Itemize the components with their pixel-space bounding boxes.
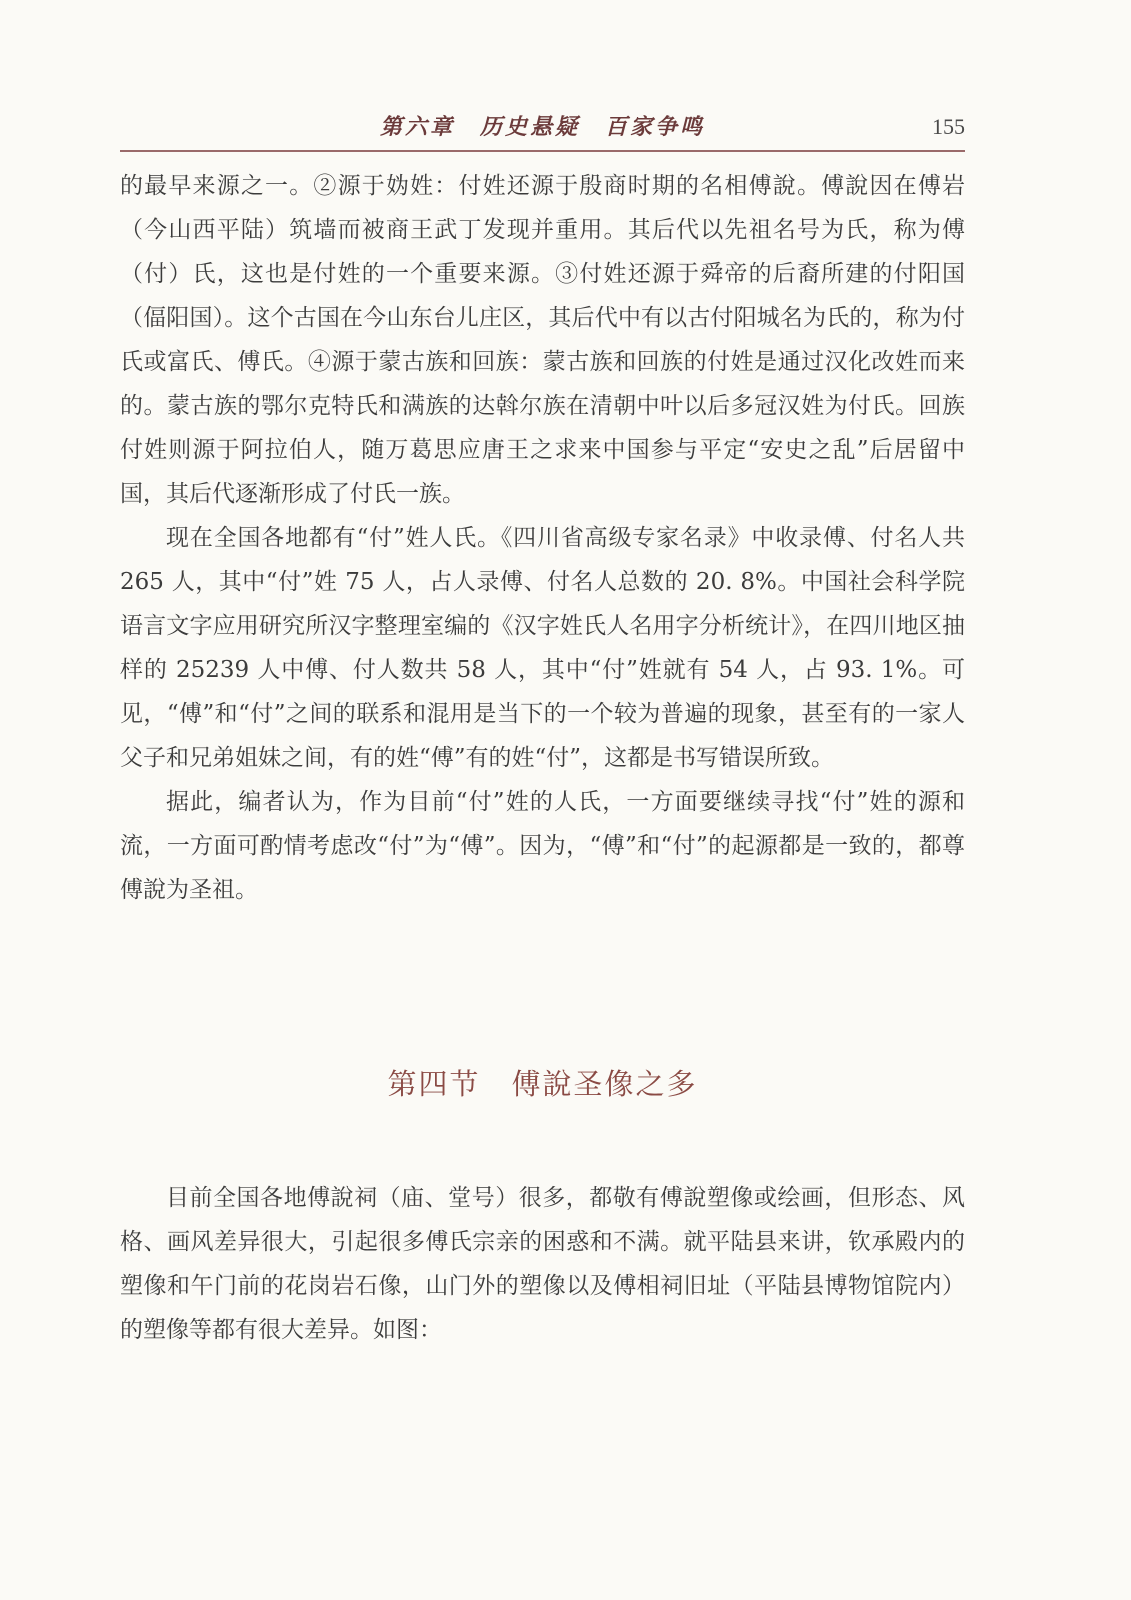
paragraph-1: 的最早来源之一。②源于妫姓：付姓还源于殷商时期的名相傅說。傅說因在傅岩（今山西平陆）筑墙而被商王武丁发现并重用。其后代以先祖名号为氏，称为傅（付）氏，这也是付姓的一个重要来源。③付姓还源于舜帝的后裔所建的付阳国（偪阳国）。这个古国在今山东台儿庄区，其后代中有以古付阳城名为氏的，称为付氏或富氏、傅氏。④源于蒙古族和回族：蒙古族和回族的付姓是通过汉化改姓而来的。蒙古族的鄂尔克特氏和满族的达斡尔族在清朝中叶以后多冠汉姓为付氏。回族付姓则源于阿拉伯人，随万葛思应唐王之求来中国参与平定“安史之乱”后居留中国，其后代逐渐形成了付氏一族。 <box>120 173 965 507</box>
section-paragraph: 目前全国各地傅說祠（庙、堂号）很多，都敬有傅說塑像或绘画，但形态、风格、画风差异很大，引起很多傅氏宗亲的困惑和不满。就平陆县来讲，钦承殿内的塑像和午门前的花岗岩石像，山门外的塑像以及傅相祠旧址（平陆县博物馆院内）的塑像等都有很大差异。如图： <box>120 1185 965 1343</box>
section-body <box>120 1176 965 1352</box>
running-header <box>120 104 965 144</box>
page-number: 155 <box>932 114 965 139</box>
chapter-title: 第六章 历史悬疑 百家争鸣 <box>379 115 705 140</box>
body-text <box>120 164 965 912</box>
header-rule <box>120 150 965 152</box>
section-heading: 第四节 傅說圣像之多 <box>387 1067 698 1101</box>
paragraph-2: 现在全国各地都有“付”姓人氏。《四川省高级专家名录》中收录傅、付名人共 265 人，其中“付”姓 75 人，占人录傅、付名人总数的 20. 8%。中国社会科学院语言文字应用研究所汉字整理室编的《汉字姓氏人名用字分析统计》，在四川地区抽样的 25239 人中傅、付人数共 58 人，其中“付”姓就有 54 人，占 93. 1%。可见，“傅”和“付”之间的联系和混用是当下的一个较为普遍的现象，甚至有的一家人父子和兄弟姐妹之间，有的姓“傅”有的姓“付”，这都是书写错误所致。 <box>120 525 965 771</box>
paragraph-3: 据此，编者认为，作为目前“付”姓的人氏，一方面要继续寻找“付”姓的源和流，一方面可酌情考虑改“付”为“傅”。因为，“傅”和“付”的起源都是一致的，都尊傅說为圣祖。 <box>120 789 965 903</box>
